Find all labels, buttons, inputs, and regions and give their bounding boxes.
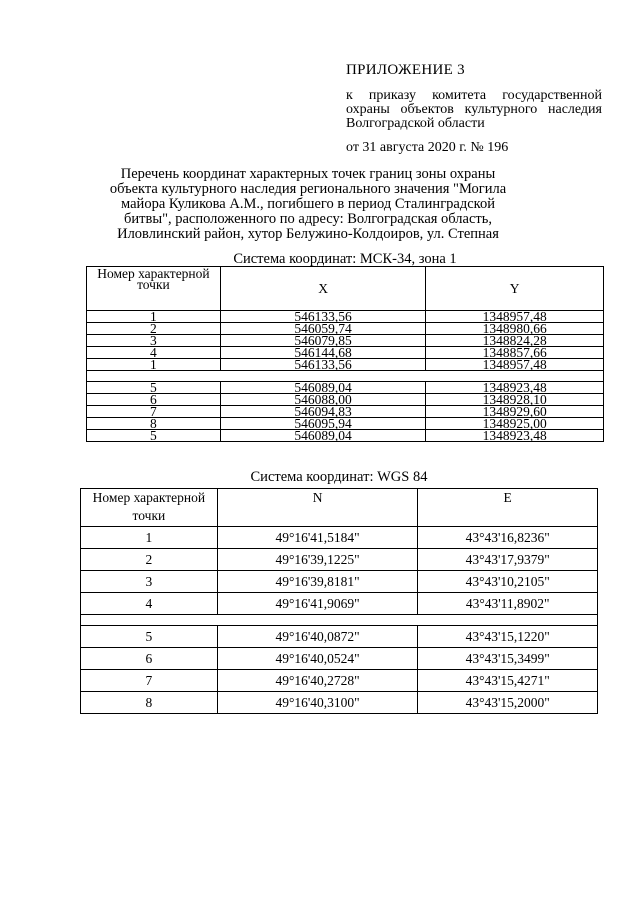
coordinate-cell-2: 43°43'15,1220" [418,626,598,648]
point-number-cell: 5 [87,430,221,442]
point-number-cell: 1 [87,359,221,371]
coordinate-cell-2: 43°43'10,2105" [418,571,598,593]
point-number-cell: 5 [87,382,221,394]
coordinate-cell-1: 49°16'39,1225" [217,549,418,571]
coordinate-cell-1: 546133,56 [220,359,426,371]
point-number-cell: 1 [87,311,221,323]
point-number-cell: 2 [81,549,218,571]
appendix-order-reference: к приказу комитета государственной охраны объектов культурного наследия Волгоградской области [346,88,602,131]
coordinate-cell-1: 546133,56 [220,311,426,323]
point-number-cell: 4 [87,347,221,359]
coordinate-cell-2: 43°43'15,2000" [418,692,598,714]
coordinate-cell-1: 49°16'41,5184" [217,527,418,549]
appendix-title: ПРИЛОЖЕНИЕ 3 [346,62,465,78]
point-number-cell: 1 [81,527,218,549]
coordinate-cell-2: 1348928,10 [426,394,604,406]
coordinate-cell-1: 546079,85 [220,335,426,347]
point-number-cell: 7 [87,406,221,418]
table2-caption: Система координат: WGS 84 [250,469,428,485]
table-row [87,430,604,442]
point-number-cell: 6 [81,648,218,670]
point-number-cell: 6 [87,394,221,406]
coordinate-cell-1: 49°16'39,8181" [217,571,418,593]
table-row [87,359,604,371]
column-header-n: N [217,489,418,527]
coordinate-cell-2: 43°43'16,8236" [418,527,598,549]
coordinate-cell-2: 1348980,66 [426,323,604,335]
table-header-row [81,489,598,527]
column-header-y: Y [426,267,604,311]
coordinate-cell-2: 43°43'11,8902" [418,593,598,615]
separator-cell [81,615,598,626]
point-number-cell: 8 [87,418,221,430]
point-number-cell: 3 [81,571,218,593]
table-header-row [87,267,604,311]
document-heading: Перечень координат характерных точек границ зоны охраны объекта культурного наследия регионального значения "Могила майора Куликова А.М., погибшего в период Сталинградской битвы", расположенного по адресу: Волгоградская область, Иловлинский район, хутор Белужино-Колдоиров, ул. Степная [109,166,507,242]
coordinate-cell-1: 546144,68 [220,347,426,359]
coordinate-cell-2: 43°43'15,4271" [418,670,598,692]
table-row [81,648,598,670]
coordinate-cell-1: 49°16'41,9069" [217,593,418,615]
column-header-e: E [418,489,598,527]
column-header-point: Номер характерной точки [81,489,218,527]
coordinate-cell-1: 546059,74 [220,323,426,335]
coordinate-cell-1: 49°16'40,0524" [217,648,418,670]
msk34-coordinates-table [86,266,604,442]
coordinate-cell-2: 1348929,60 [426,406,604,418]
coordinate-cell-1: 49°16'40,3100" [217,692,418,714]
coordinate-cell-1: 49°16'40,2728" [217,670,418,692]
table-row [81,527,598,549]
coordinate-cell-1: 546094,83 [220,406,426,418]
table-row [81,593,598,615]
table-row [81,670,598,692]
column-header-x: X [220,267,426,311]
coordinate-cell-1: 49°16'40,0872" [217,626,418,648]
coordinate-cell-1: 546089,04 [220,382,426,394]
coordinate-cell-2: 1348925,00 [426,418,604,430]
wgs84-coordinates-table [80,488,598,714]
table-row [81,626,598,648]
table1-caption: Система координат: МСК-34, зона 1 [233,251,457,267]
point-number-cell: 7 [81,670,218,692]
table-row [81,692,598,714]
column-header-point: Номер характерной точки [87,267,221,311]
table-row [81,549,598,571]
point-number-cell: 4 [81,593,218,615]
appendix-date: от 31 августа 2020 г. № 196 [346,140,509,155]
coordinate-cell-2: 1348824,28 [426,335,604,347]
separator-row [81,615,598,626]
coordinate-cell-2: 1348957,48 [426,311,604,323]
point-number-cell: 2 [87,323,221,335]
coordinate-cell-2: 1348857,66 [426,347,604,359]
table-row [81,571,598,593]
coordinate-cell-2: 1348957,48 [426,359,604,371]
coordinate-cell-1: 546088,00 [220,394,426,406]
coordinate-cell-2: 1348923,48 [426,382,604,394]
coordinate-cell-1: 546095,94 [220,418,426,430]
coordinate-cell-2: 43°43'15,3499" [418,648,598,670]
point-number-cell: 3 [87,335,221,347]
point-number-cell: 5 [81,626,218,648]
coordinate-cell-1: 546089,04 [220,430,426,442]
coordinate-cell-2: 1348923,48 [426,430,604,442]
point-number-cell: 8 [81,692,218,714]
coordinate-cell-2: 43°43'17,9379" [418,549,598,571]
